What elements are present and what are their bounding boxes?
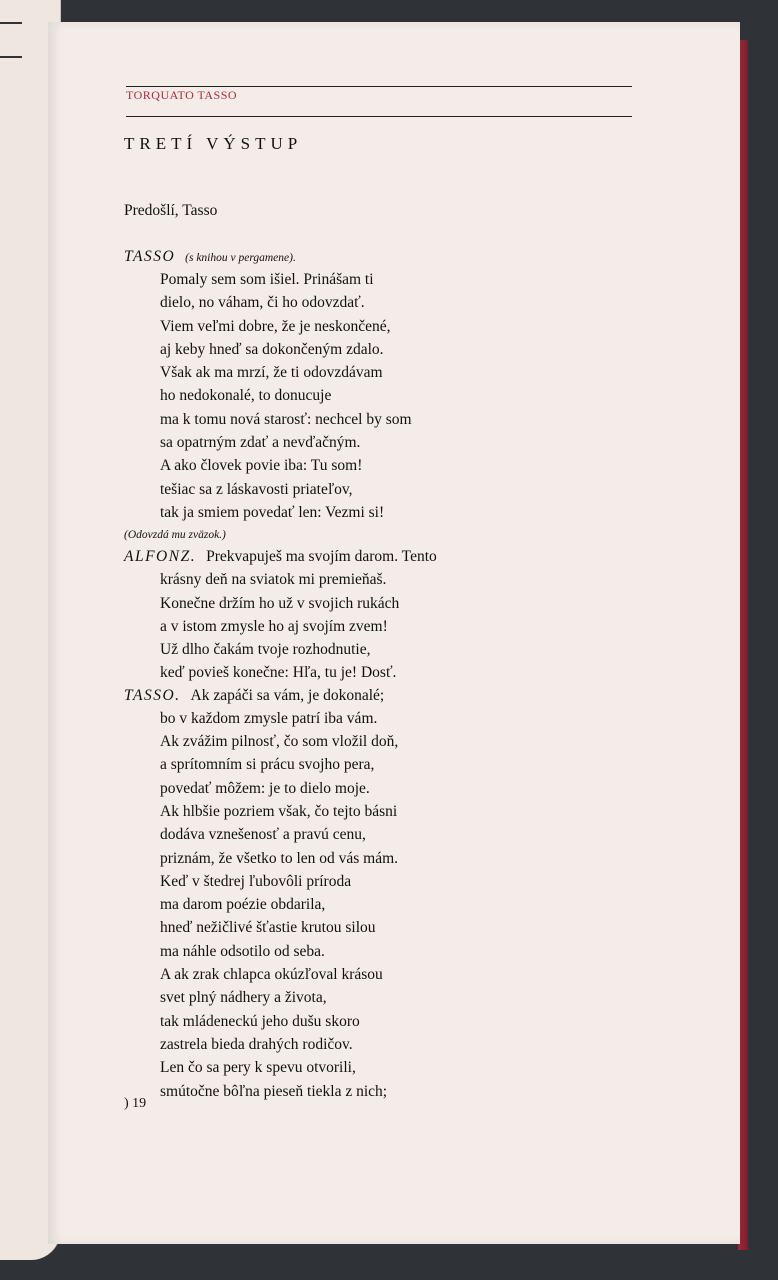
verse-line: sa opatrným zdať a nevďačným. <box>160 434 361 452</box>
speaker-line <box>124 246 684 268</box>
margin-mark <box>0 22 22 24</box>
verse-line: a sprítomním si prácu svojho pera, <box>160 756 375 774</box>
speaker-line <box>124 546 684 568</box>
verse-line: dielo, no váham, či ho odovzdať. <box>160 294 365 312</box>
page-number: ) 19 <box>124 1096 147 1111</box>
verse-line: Ak hlbšie pozriem však, čo tejto básni <box>160 802 398 820</box>
margin-mark <box>0 56 22 58</box>
verse-line: tešiac sa z láskavosti priateľov, <box>160 480 353 498</box>
verse-line: Len čo sa pery k spevu otvorili, <box>160 1059 356 1077</box>
verse-line: Viem veľmi dobre, že je neskončené, <box>160 317 391 335</box>
verse-line: keď povieš konečne: Hľa, tu je! Dosť. <box>160 664 397 682</box>
stage-direction: (Odovzdá mu zväzok.) <box>124 529 226 542</box>
verse-line: Však ak ma mrzí, že ti odovzdávam <box>160 364 383 382</box>
verse-line: ma k tomu nová starosť: nechcel by som <box>160 410 412 428</box>
book-page <box>48 22 740 1244</box>
verse-line: aj keby hneď sa dokončeným zdalo. <box>160 340 384 358</box>
verse-line: Keď v štedrej ľubovôli príroda <box>160 872 352 890</box>
verse-line: zastrela bieda drahých rodičov. <box>160 1035 353 1053</box>
verse-line: a v istom zmysle ho aj svojím zvem! <box>160 617 388 635</box>
verse-line: tak ja smiem povedať len: Vezmi si! <box>160 503 385 521</box>
speaker-line <box>124 685 684 707</box>
verse-line: povedať môžem: je to dielo moje. <box>160 779 370 797</box>
verse-line: ho nedokonalé, to donucuje <box>160 387 332 405</box>
scene-title: TRETÍ VÝSTUP <box>124 134 303 153</box>
verse-line: A ako človek povie iba: Tu som! <box>160 457 363 475</box>
verse-line: Ak zvážim pilnosť, čo som vložil doň, <box>160 733 399 751</box>
verse-line: Prekvapuješ ma svojím darom. Tento <box>206 548 437 566</box>
verse-line: hneď nežičlivé šťastie krutou silou <box>160 919 376 937</box>
verse-line: Pomaly sem som išiel. Prinášam ti <box>160 271 374 288</box>
verse-line: Konečne držím ho už v svojich rukách <box>160 594 400 612</box>
speaker-name: TASSO. <box>124 686 181 704</box>
verse-line: smútočne bôľna pieseň tiekla z nich; <box>160 1082 388 1100</box>
verse-line: Už dlho čakám tvoje rozhodnutie, <box>160 641 371 659</box>
speaker-name: ALFONZ. <box>124 548 197 566</box>
header-rule-bottom <box>126 116 632 117</box>
scene-persons: Predošlí, Tasso <box>124 202 218 219</box>
verse-line: priznám, že všetko to len od vás mám. <box>160 849 399 867</box>
verse-line: A ak zrak chlapca okúzľoval krásou <box>160 966 383 984</box>
verse-line: tak mládeneckú jeho dušu skoro <box>160 1012 360 1030</box>
running-header: TORQUATO TASSO <box>126 88 238 102</box>
verse-line: krásny deň na sviatok mi premieňaš. <box>160 571 387 589</box>
verse-line: Ak zapáči sa vám, je dokonalé; <box>190 686 385 704</box>
verse-line: ma darom poézie obdarila, <box>160 896 326 914</box>
stage-direction: (s knihou v pergamene). <box>185 252 296 264</box>
dialogue <box>124 246 684 1103</box>
header-rule-top <box>126 86 632 87</box>
verse-line: bo v každom zmysle patrí iba vám. <box>160 709 378 727</box>
verse-line: svet plný nádhery a života, <box>160 989 327 1007</box>
verse-line: dodáva vznešenosť a pravú cenu, <box>160 826 366 844</box>
speaker-name: TASSO <box>124 248 176 265</box>
verse-line: ma náhle odsotilo od seba. <box>160 942 325 960</box>
